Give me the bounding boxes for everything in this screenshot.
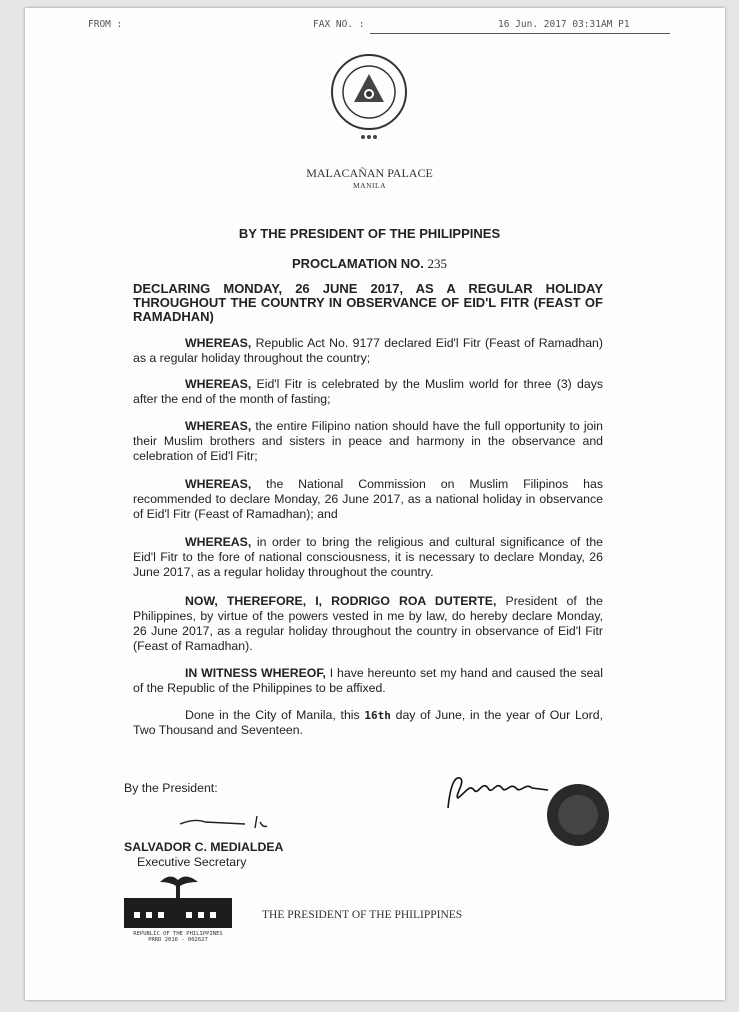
paragraph: WHEREAS, Republic Act No. 9177 declared Eid'l Fitr (Feast of Ramadhan) as a regular holiday throughout the country; — [133, 336, 603, 365]
palace-name: MALACAÑAN PALACE — [306, 166, 433, 180]
fax-from: FROM : — [88, 19, 123, 30]
paragraph: WHEREAS, the National Commission on Muslim Filipinos has recommended to declare Monday, 26 June 2017, as a national holiday in observance of Eid'l Fitr (Feast of Ramadhan); and — [133, 477, 603, 521]
secretary-signature-icon — [175, 812, 285, 832]
done-clause: Done in the City of Manila, this 16th day of June, in the year of Our Lord, Two Thousand and Seventeen. — [133, 708, 604, 737]
paragraph: IN WITNESS WHEREOF, I have hereunto set my hand and caused the seal of the Republic of the Philippines to be affixed. — [133, 666, 603, 695]
fax-line — [370, 33, 670, 34]
president-signature-icon — [440, 768, 555, 818]
footer-text: THE PRESIDENT OF THE PHILIPPINES — [262, 909, 463, 921]
fax-number: FAX NO. : — [313, 19, 365, 30]
presidential-seal-icon — [329, 52, 409, 147]
heading: BY THE PRESIDENT OF THE PHILIPPINES — [238, 226, 501, 241]
proclamation-title: DECLARING MONDAY, 26 JUNE 2017, AS A REGULAR HOLIDAY THROUGHOUT THE COUNTRY IN OBSERVANCE OF EID'L FITR (FEAST OF RAMADHAN) — [133, 281, 603, 324]
secretary-name: SALVADOR C. MEDIALDEA — [124, 840, 284, 854]
svg-text:PRRD 2016 - 002627: PRRD 2016 - 002627 — [148, 937, 208, 942]
svg-text:REPUBLIC OF THE PHILIPPINES: REPUBLIC OF THE PHILIPPINES — [133, 931, 223, 937]
malacanang-logo-icon — [120, 872, 235, 942]
paragraph: WHEREAS, Eid'l Fitr is celebrated by the Muslim world for three (3) days after the end of the month of fasting; — [133, 377, 603, 406]
republic-seal-icon — [545, 782, 611, 848]
fax-timestamp: 16 Jun. 2017 03:31AM P1 — [498, 19, 630, 30]
paragraph: NOW, THEREFORE, I, RODRIGO ROA DUTERTE, President of the Philippines, by virtue of the powers vested in me by law, do hereby declare Monday, 26 June 2017, as a regular holiday throughout the country in observance of Eid'l Fitr (Feast of Ramadhan). — [133, 594, 603, 653]
paragraph: WHEREAS, in order to bring the religious and cultural significance of the Eid'l Fitr to the fore of national consciousness, it is necessary to declare Monday, 26 June 2017, as a regular holiday throughout the country. — [133, 535, 603, 579]
by-the-president: By the President: — [124, 781, 218, 795]
secretary-title: Executive Secretary — [137, 855, 247, 869]
paragraph: WHEREAS, the entire Filipino nation should have the full opportunity to join their Muslim brothers and sisters in peace and harmony in the observance and celebration of Eid'l Fitr; — [133, 419, 603, 463]
city-name: MANILA — [353, 181, 386, 190]
proclamation-number: PROCLAMATION NO. 235 — [291, 256, 448, 271]
